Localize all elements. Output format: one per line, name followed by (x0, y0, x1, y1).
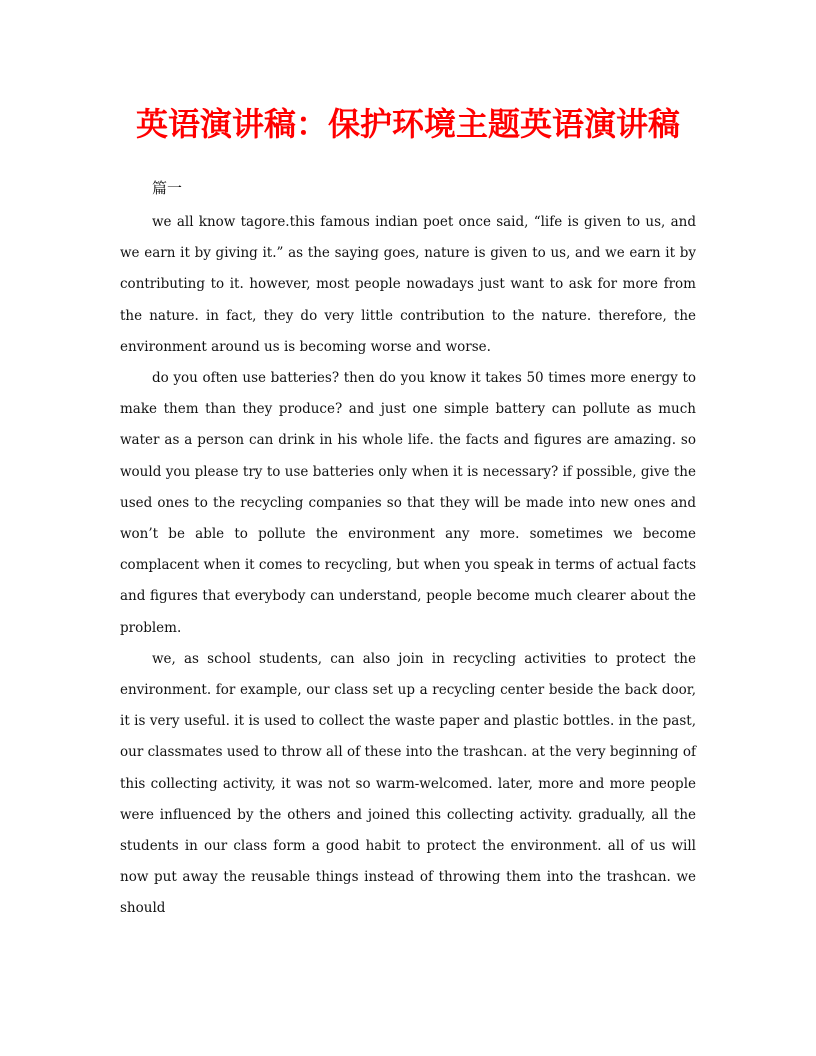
document-title: 英语演讲稿：保护环境主题英语演讲稿 (135, 105, 680, 143)
paragraph-2: do you often use batteries? then do you know it takes 50 times more energy to make them than they produce? and just one simple battery can pollute as much water as a person can drink in his whole life. the facts and figures are amazing. so would you please try to use batteries only when it is necessary? if possible, give the used ones to the recycling companies so that they will be made into new ones and won’t be able to pollute the environment any more. sometimes we become complacent when it comes to recycling, but when you speak in terms of actual facts and figures that everybody can understand, people become much clearer about the problem. (120, 370, 696, 636)
section-label: 篇一 (152, 179, 183, 197)
document-body (120, 207, 696, 925)
paragraph-1: we all know tagore.this famous indian poet once said, “life is given to us, and we earn it by giving it.” as the saying goes, nature is given to us, and we earn it by contributing to it. however, most people nowadays just want to ask for more from the nature. in fact, they do very little contribution to the nature. therefore, the environment around us is becoming worse and worse. (120, 214, 696, 355)
paragraph-3: we, as school students, can also join in recycling activities to protect the environment. for example, our class set up a recycling center beside the back door, it is very useful. it is used to collect the waste paper and plastic bottles. in the past, our classmates used to throw all of these into the trashcan. at the very beginning of this collecting activity, it was not so warm-welcomed. later, more and more people were influenced by the others and joined this collecting activity. gradually, all the students in our class form a good habit to protect the environment. all of us will now put away the reusable things instead of throwing them into the trashcan. we should (120, 650, 696, 917)
